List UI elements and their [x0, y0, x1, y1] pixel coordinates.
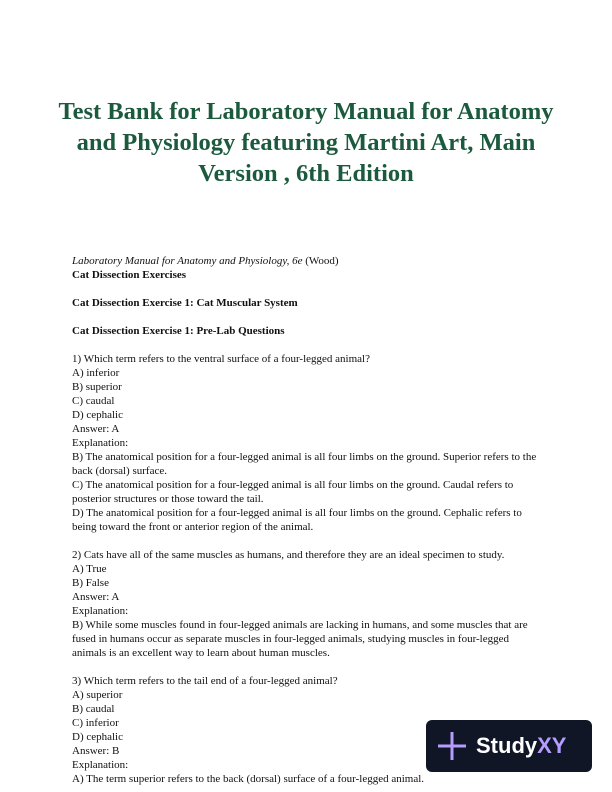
brand-accent: XY [537, 733, 567, 758]
answer: Answer: A [72, 591, 120, 603]
explanation-label: Explanation: [72, 759, 129, 771]
option: C) caudal [72, 395, 115, 407]
option: D) cephalic [72, 731, 123, 743]
explanation: C) The anatomical position for a four-legged animal is all four limbs on the ground. Caudal refers to posterior structures or those toward the tail. [72, 479, 514, 505]
section-heading: Cat Dissection Exercise 1: Pre-Lab Questions [72, 325, 285, 337]
studyxy-badge[interactable] [426, 720, 592, 772]
plus-icon [436, 730, 468, 762]
option: B) False [72, 577, 109, 589]
option: C) inferior [72, 717, 119, 729]
option: A) superior [72, 689, 123, 701]
book-header [72, 254, 542, 268]
question-stem: 1) Which term refers to the ventral surface of a four-legged animal? [72, 353, 370, 365]
author: (Wood) [302, 255, 339, 267]
option: A) True [72, 563, 107, 575]
brand-main: Study [476, 733, 538, 758]
explanation: B) The anatomical position for a four-legged animal is all four limbs on the ground. Superior refers to the back (dorsal) surface. [72, 451, 537, 477]
option: D) cephalic [72, 409, 123, 421]
option: A) inferior [72, 367, 120, 379]
question-stem: 2) Cats have all of the same muscles as humans, and therefore they are an ideal specimen to study. [72, 549, 505, 561]
question-2 [72, 548, 542, 660]
explanation: A) The term superior refers to the back (dorsal) surface of a four-legged animal. [72, 773, 425, 785]
option: B) caudal [72, 703, 115, 715]
page-title: Test Bank for Laboratory Manual for Anatomy and Physiology featuring Martini Art, Main Version , 6th Edition [58, 98, 554, 187]
question-1 [72, 352, 542, 534]
exercise-heading: Cat Dissection Exercise 1: Cat Muscular System [72, 297, 298, 309]
question-stem: 3) Which term refers to the tail end of a four-legged animal? [72, 675, 338, 687]
answer: Answer: B [72, 745, 120, 757]
explanation: B) While some muscles found in four-legged animals are lacking in humans, and some muscles that are fused in humans occur as separate muscles in four-legged animals, studying muscles in four-legged animals is an excellent way to learn about human muscles. [72, 619, 528, 659]
explanation: D) The anatomical position for a four-legged animal is all four limbs on the ground. Cephalic refers to being toward the front or anterior region of the animal. [72, 507, 522, 533]
book-title: Laboratory Manual for Anatomy and Physiology, 6e [72, 255, 303, 267]
answer: Answer: A [72, 423, 120, 435]
option: B) superior [72, 381, 122, 393]
document-body [72, 254, 542, 786]
explanation-label: Explanation: [72, 437, 129, 449]
subtitle: Cat Dissection Exercises [72, 269, 187, 281]
explanation-label: Explanation: [72, 605, 129, 617]
studyxy-logo-text [476, 733, 566, 759]
